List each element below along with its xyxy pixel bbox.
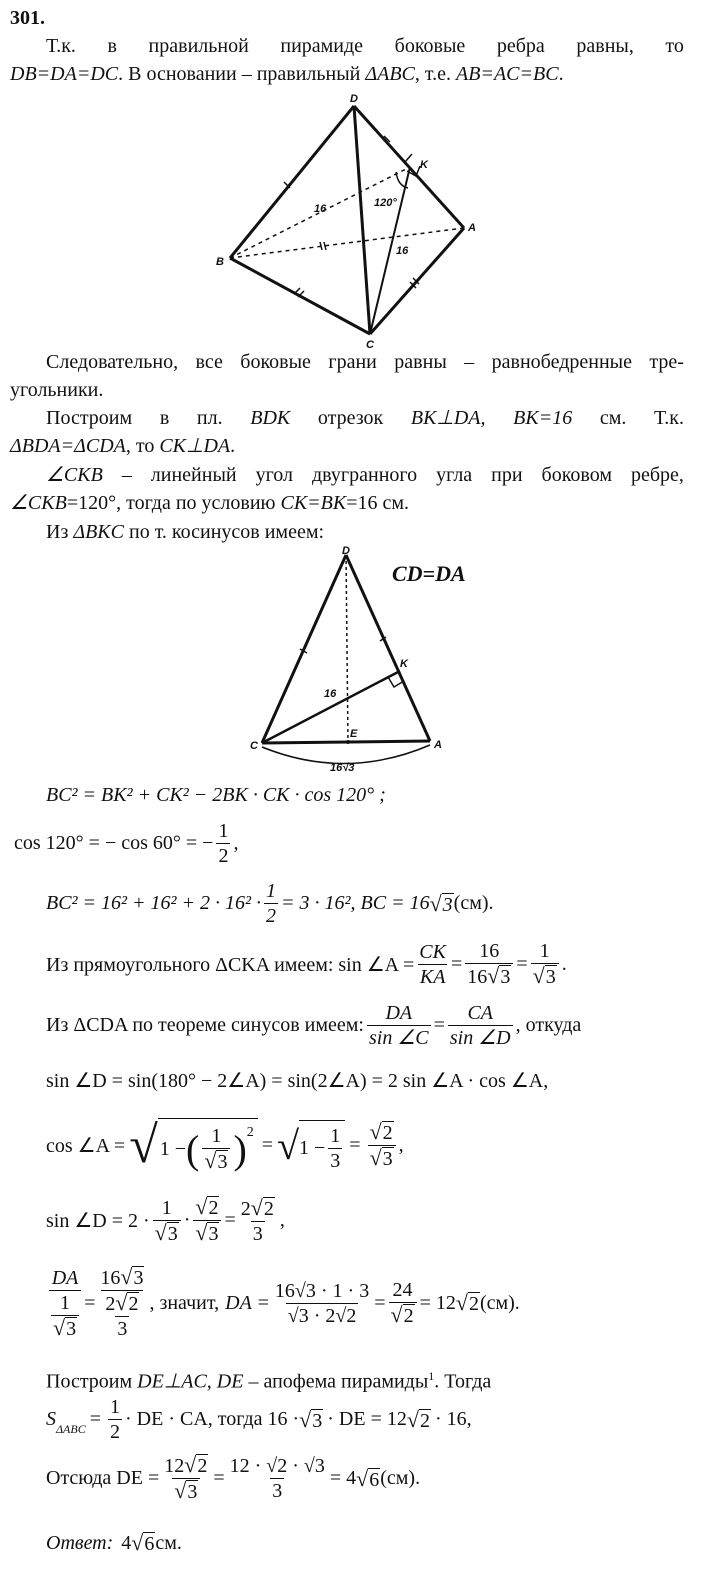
denominator: √3 bbox=[202, 1148, 230, 1173]
text: · DE · CA, тогда 16 · bbox=[125, 1408, 300, 1430]
word: двугранного bbox=[312, 464, 418, 486]
numerator: 1 bbox=[60, 1291, 71, 1314]
text: Из прямоугольного ΔCKA имеем: sin ∠A = bbox=[46, 953, 415, 976]
de-equation: Отсюда DE = $\frac{12√2}{√3}$ = $\frac{12 \cdot √2 \cdot √3}{3}$ = 4 √6 (см). bbox=[46, 1452, 421, 1503]
denominator: √3 · 2√2 bbox=[287, 1304, 357, 1327]
vertex-label-k: K bbox=[400, 658, 408, 670]
vertex-label-a: A bbox=[468, 222, 476, 234]
word: правильной bbox=[148, 35, 249, 57]
fraction: $\frac{2√2}{3}$ bbox=[240, 1194, 274, 1245]
base-length-label: 16√3 bbox=[330, 762, 355, 774]
text: , bbox=[279, 1209, 285, 1231]
text: , bbox=[398, 1134, 404, 1156]
problem-number: 301. bbox=[10, 7, 45, 29]
compound-fraction bbox=[49, 1267, 81, 1340]
word: то bbox=[665, 35, 684, 57]
pyramid-figure bbox=[210, 88, 490, 350]
length-bk-label: 16 bbox=[314, 203, 327, 215]
denominator: $\frac{1}{√3}$ bbox=[49, 1290, 81, 1340]
intro-line-2 bbox=[10, 62, 564, 86]
vertex-label-c: C bbox=[366, 339, 374, 350]
fraction bbox=[448, 1002, 513, 1049]
text: по т. косинусов имеем: bbox=[123, 521, 325, 543]
radicand: 3 bbox=[545, 966, 556, 988]
text: = 3 · 16², BC = 16 bbox=[281, 892, 430, 914]
figure2-caption: CD=DA bbox=[392, 561, 466, 586]
numerator: 16 bbox=[479, 940, 500, 962]
text: . Тогда bbox=[434, 1370, 492, 1393]
area-symbol: S bbox=[46, 1408, 56, 1430]
radicand: 6 bbox=[369, 1468, 380, 1491]
coef: 12 bbox=[164, 1455, 185, 1477]
cos-a-equation: cos ∠A = √ 1 − ( $\frac{1}{√3}$ ) $^2$ = √ 1 − $\frac{1}{3}$ = $\frac{√2}{√3}$ , bbox=[46, 1116, 404, 1174]
triangle-equality: ΔBDA=ΔCDA bbox=[10, 435, 126, 457]
word: Построим bbox=[46, 407, 133, 429]
text: Из bbox=[46, 521, 74, 543]
denominator: 3 bbox=[252, 1222, 263, 1245]
text: · 16, bbox=[434, 1408, 472, 1430]
fraction bbox=[367, 1002, 431, 1049]
fraction bbox=[228, 1455, 327, 1502]
fraction bbox=[264, 880, 278, 927]
numerator: 1 bbox=[539, 940, 550, 962]
vertex-label-d: D bbox=[342, 545, 350, 557]
cos120-equation bbox=[14, 820, 238, 867]
equals: = bbox=[516, 952, 528, 975]
numerator: 12 · √2 · √3 bbox=[229, 1455, 325, 1477]
equals: = bbox=[450, 952, 463, 975]
fraction: $\frac{12√2}{√3}$ bbox=[164, 1452, 208, 1503]
radicand: 2 bbox=[403, 1305, 414, 1327]
text: – апофема пирамиды bbox=[243, 1370, 429, 1393]
text: Построим bbox=[46, 1370, 138, 1393]
denominator: 3 bbox=[330, 1149, 341, 1172]
numerator: CA bbox=[467, 1002, 494, 1024]
fraction: $\frac{24}{√2}$ bbox=[389, 1279, 417, 1327]
radicand: 3 bbox=[133, 1267, 144, 1289]
word: BDK bbox=[250, 407, 291, 429]
edge-equality: DB=DA=DC bbox=[10, 63, 119, 85]
compound-fraction: $\frac{16√3}{\frac{2√2}{3}}$ bbox=[100, 1264, 144, 1340]
word: угла bbox=[436, 464, 473, 486]
text: . bbox=[230, 435, 236, 457]
para5 bbox=[46, 1364, 491, 1394]
denominator: sin ∠C bbox=[369, 1027, 429, 1049]
word: все bbox=[195, 351, 223, 373]
denominator: √3 bbox=[531, 963, 559, 988]
text: , то bbox=[125, 435, 160, 457]
sin-d-value: sin ∠D = 2 · $\frac{1}{√3}$ · $\frac{√2}{√3}$ = $\frac{2√2}{3}$ , bbox=[46, 1194, 285, 1245]
word: при bbox=[491, 464, 523, 486]
vertex-label-b: B bbox=[216, 256, 224, 268]
radicand: 3 bbox=[167, 1222, 178, 1245]
answer-unit: см. bbox=[155, 1531, 182, 1554]
word: ∠CKB bbox=[46, 464, 103, 486]
triangle-name: ΔABC bbox=[365, 63, 415, 85]
area-equation: S $_{\Delta ABC}$ = $\frac{1}{2}$ · DE · CA, тогда 16 · √3 · DE = 12 √2 · 16, bbox=[46, 1396, 472, 1443]
word: равнобедренные bbox=[491, 351, 632, 373]
word: боковые bbox=[240, 351, 311, 373]
word: Т.к. bbox=[654, 407, 684, 429]
denominator: 2 bbox=[266, 905, 277, 927]
word: боковом bbox=[541, 464, 613, 486]
word: отрезок bbox=[317, 407, 384, 429]
denominator: KA bbox=[419, 965, 446, 988]
vertex-label-a: A bbox=[434, 739, 442, 751]
word: в bbox=[159, 407, 170, 429]
word: ребре, bbox=[631, 464, 684, 486]
exponent: 2 bbox=[246, 1125, 254, 1140]
text: DA = bbox=[225, 1291, 270, 1314]
numerator: 1 bbox=[266, 880, 277, 902]
word: угол bbox=[255, 464, 294, 486]
word: – bbox=[464, 351, 475, 373]
answer-label: Ответ: bbox=[46, 1531, 114, 1554]
word: – bbox=[121, 464, 132, 486]
radicand: 3 bbox=[312, 1409, 323, 1432]
vertex-label-c: C bbox=[250, 740, 258, 752]
equality: CK=BK bbox=[280, 492, 347, 514]
text: , откуда bbox=[515, 1014, 582, 1036]
fraction bbox=[465, 940, 513, 988]
para1-line-1 bbox=[46, 350, 684, 374]
vertex-label-e: E bbox=[350, 728, 358, 740]
para2-line-1 bbox=[46, 406, 684, 430]
text: (см). bbox=[479, 1291, 520, 1314]
side-equality: AB=AC=BC bbox=[456, 63, 559, 85]
numerator: CK bbox=[419, 940, 446, 963]
equals: = bbox=[261, 1134, 274, 1156]
radicand: 2 bbox=[263, 1197, 274, 1220]
area-subscript: ΔABC bbox=[56, 1422, 86, 1436]
numerator: 16√3 · 1 · 3 bbox=[274, 1279, 370, 1302]
word: равны bbox=[394, 351, 447, 373]
word: грани bbox=[328, 351, 377, 373]
radicand: 2 bbox=[128, 1293, 139, 1315]
denominator: 2 bbox=[110, 1421, 120, 1443]
numerator: 1 bbox=[110, 1396, 120, 1418]
word: пл. bbox=[196, 407, 223, 429]
numerator: 1 bbox=[218, 820, 229, 842]
fraction bbox=[328, 1125, 342, 1172]
word: BK=16 bbox=[513, 407, 573, 429]
text: BC² = 16² + 16² + 2 · 16² · bbox=[46, 892, 262, 914]
text: cos 120° = − cos 60° = − bbox=[14, 832, 214, 854]
text: (см). bbox=[380, 1467, 421, 1489]
text: · DE = 12 bbox=[327, 1408, 407, 1430]
sin-d-expansion: sin ∠D = sin(180° − 2∠A) = sin(2∠A) = 2 sin ∠A · cos ∠A, bbox=[46, 1070, 549, 1092]
radicand: 3 bbox=[66, 1317, 77, 1340]
radicand: 3 bbox=[442, 893, 453, 916]
denominator: 3 bbox=[117, 1318, 128, 1340]
word: см. bbox=[599, 407, 627, 429]
word: боковые bbox=[394, 35, 466, 57]
footnote-mark: 1 bbox=[428, 1369, 435, 1383]
sine-law-equation: Из ΔCDA по теореме синусов имеем: $\frac{DA}{\sin \angle C}$ = $\frac{CA}{\sin \angle D}$ , откуда bbox=[46, 1002, 582, 1049]
perpendicular: CK⊥DA bbox=[159, 435, 231, 457]
word: ребра bbox=[496, 35, 545, 57]
length-kc-label: 16 bbox=[396, 245, 409, 257]
para3-line-2 bbox=[10, 491, 409, 515]
radicand: 3 bbox=[500, 966, 511, 988]
denominator: 2 bbox=[218, 845, 229, 867]
sin-a-equation: Из прямоугольного ΔCKA имеем: sin ∠A = $\frac{CK}{KA}$ = $\frac{16}{16√3}$ = $\frac{1}{√3}$ . bbox=[46, 940, 567, 988]
text: 1 − bbox=[159, 1137, 187, 1160]
text: 1 − bbox=[299, 1136, 326, 1159]
fraction bbox=[417, 941, 448, 988]
perpendicular: DE⊥AC, DE bbox=[137, 1370, 244, 1393]
text: =120°, тогда по условию bbox=[66, 492, 281, 514]
word: в bbox=[107, 35, 117, 57]
para3-line-1 bbox=[46, 463, 684, 487]
answer-coef: 4 bbox=[121, 1531, 132, 1554]
text: =16 см. bbox=[346, 492, 410, 514]
radicand: 3 bbox=[217, 1151, 228, 1173]
radicand: 6 bbox=[144, 1533, 155, 1555]
coef: 16 bbox=[100, 1267, 121, 1289]
sqrt: √3 bbox=[429, 890, 453, 916]
da-equation: $\frac{DA}{\frac{1}{√3}}$ = $\frac{16√3}{\frac{2√2}{3}}$ , значит, DA = $\frac{16√3 \cdot 1 \cdot 3}{√3 \cdot 2√2}$ = $\frac{24}{√2}$ = 12 √2 (см). bbox=[46, 1266, 520, 1340]
text: cos ∠A = bbox=[46, 1135, 126, 1157]
word: Т.к. bbox=[46, 35, 76, 57]
para1-line-2: угольники. bbox=[10, 379, 104, 401]
text: = 4 bbox=[329, 1467, 357, 1489]
radicand: 2 bbox=[468, 1293, 479, 1315]
denominator: sin ∠D bbox=[449, 1027, 511, 1049]
fraction bbox=[216, 820, 230, 867]
word: Следовательно, bbox=[46, 351, 179, 373]
angle-label: 120° bbox=[374, 197, 397, 209]
text: Отсюда DE = bbox=[46, 1467, 160, 1489]
fraction bbox=[202, 1125, 230, 1173]
fraction bbox=[531, 940, 559, 988]
coef: 16 bbox=[467, 966, 488, 988]
numerator: 1 bbox=[161, 1196, 172, 1219]
coef: 2 bbox=[105, 1293, 116, 1315]
fraction: $\frac{1}{√3}$ bbox=[153, 1197, 181, 1245]
numerator: DA bbox=[51, 1266, 79, 1289]
para2-line-2 bbox=[10, 434, 235, 458]
numerator: 1 bbox=[211, 1125, 222, 1147]
text: , т.е. bbox=[414, 63, 457, 85]
denominator: 16√3 bbox=[465, 963, 513, 988]
word: линейный bbox=[150, 464, 237, 486]
length-ck-label: 16 bbox=[324, 688, 337, 700]
fraction bbox=[273, 1280, 371, 1327]
text: , значит, bbox=[149, 1291, 220, 1314]
text: Из ΔCDA по теореме синусов имеем: bbox=[46, 1014, 364, 1036]
text: (см). bbox=[453, 892, 494, 914]
radicand: 3 bbox=[382, 1148, 393, 1170]
coef: 2 bbox=[240, 1197, 251, 1220]
fraction: $\frac{√2}{√3}$ bbox=[193, 1196, 221, 1245]
cosine-law-equation: BC² = BK² + CK² − 2BK · CK · cos 120° ; bbox=[46, 784, 386, 806]
word: пирамиде bbox=[280, 35, 364, 57]
radicand: 2 bbox=[197, 1455, 208, 1477]
text: . bbox=[558, 63, 564, 85]
angle-name: ∠CKB bbox=[10, 492, 67, 514]
intro-line-1 bbox=[46, 34, 684, 58]
triangle-name: ΔBKC bbox=[73, 521, 124, 543]
radicand: 1 − ( $\frac{1}{√3}$ ) $^2$ bbox=[158, 1118, 258, 1173]
radicand: 2 bbox=[419, 1409, 430, 1432]
radicand: 3 bbox=[208, 1223, 219, 1245]
text: = 12 bbox=[419, 1291, 456, 1314]
word: равны, bbox=[576, 35, 634, 57]
fraction bbox=[108, 1396, 122, 1443]
radicand: 2 bbox=[208, 1197, 219, 1219]
radicand: 3 bbox=[187, 1481, 198, 1503]
para4 bbox=[46, 520, 324, 544]
numerator: 24 bbox=[392, 1279, 413, 1301]
text: , bbox=[233, 832, 239, 854]
numerator: 1 bbox=[330, 1124, 341, 1147]
vertex-label-d: D bbox=[350, 93, 358, 105]
vertex-label-k: K bbox=[420, 159, 428, 171]
radicand bbox=[299, 1120, 345, 1172]
text: . В основании – правильный bbox=[118, 63, 366, 85]
fraction: $\frac{√2}{√3}$ bbox=[368, 1121, 396, 1170]
numerator: DA bbox=[385, 1002, 413, 1024]
answer-line: Ответ: 4 √6 см. bbox=[46, 1530, 182, 1555]
text: sin ∠D = 2 · bbox=[46, 1210, 150, 1232]
word: BK⊥DA, bbox=[410, 407, 486, 429]
radicand: 2 bbox=[382, 1122, 393, 1144]
denominator: 3 bbox=[272, 1480, 283, 1502]
word: тре- bbox=[649, 351, 684, 373]
bc-equation bbox=[46, 880, 494, 927]
